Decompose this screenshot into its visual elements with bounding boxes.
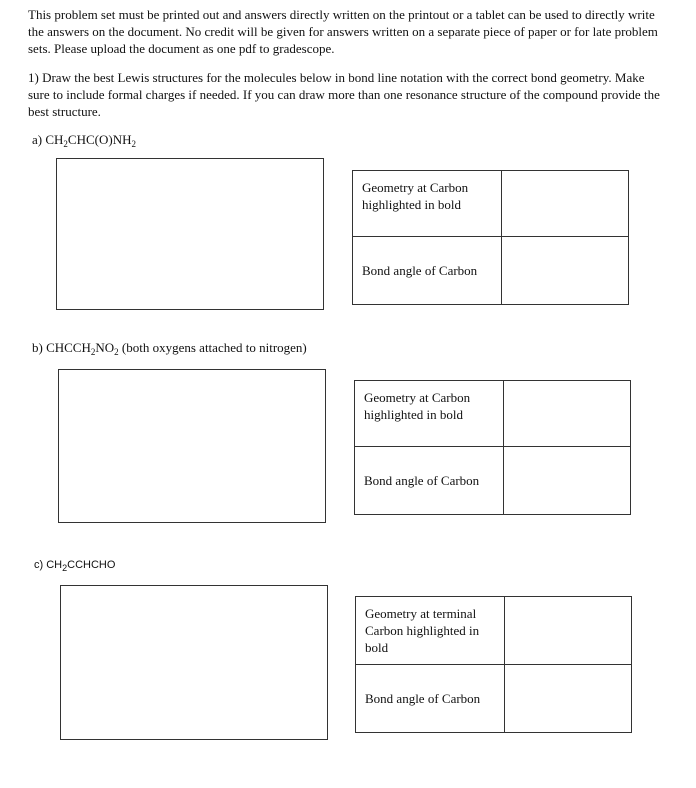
part-c-answer-table — [355, 596, 632, 733]
part-b-label — [32, 339, 307, 356]
part-a-label — [32, 131, 136, 148]
part-c-formula-start: c) CH — [34, 559, 63, 571]
part-a-subscript-2: 2 — [131, 139, 136, 149]
part-b-drawing-area[interactable] — [58, 369, 326, 523]
part-b-geometry-answer-cell[interactable] — [504, 381, 631, 447]
part-b-angle-label: Bond angle of Carbon — [355, 447, 504, 515]
part-a-geometry-label: Geometry at Carbon highlighted in bold — [353, 171, 502, 237]
part-b-geometry-label: Geometry at Carbon highlighted in bold — [355, 381, 504, 447]
part-b-formula-mid: NO — [95, 340, 115, 355]
part-a-answer-table — [352, 170, 629, 305]
part-a-drawing-area[interactable] — [56, 158, 324, 310]
part-c-angle-label: Bond angle of Carbon — [356, 665, 505, 733]
part-b-answer-table — [354, 380, 631, 515]
part-c-geometry-label: Geometry at terminal Carbon highlighted in bold — [356, 597, 505, 665]
part-a-subscript-1: 2 — [63, 139, 68, 149]
part-a-formula-start: a) CH — [32, 132, 64, 147]
part-c-drawing-area[interactable] — [60, 585, 328, 740]
question-1-prompt: 1) Draw the best Lewis structures for the molecules below in bond line notation with the correct bond geometry. Make sure to include formal charges if needed. If you can draw more than one resonance structure of the compound provide the best structure. — [28, 70, 660, 119]
part-a-formula-mid: CHC(O)NH — [67, 132, 132, 147]
part-c-formula-rest: CCHCHO — [67, 559, 116, 571]
part-c-label — [34, 557, 115, 574]
part-a-angle-label: Bond angle of Carbon — [353, 237, 502, 305]
instructions-paragraph: This problem set must be printed out and answers directly written on the printout or a tablet can be used to directly write the answers on the document. No credit will be given for answers written on a separate piece of paper or for late problem sets. Please upload the document as one pdf to gradescope. — [28, 7, 658, 56]
part-c-subscript-1: 2 — [62, 563, 68, 573]
part-a-geometry-answer-cell[interactable] — [502, 171, 629, 237]
part-b-subscript-2: 2 — [114, 347, 119, 357]
part-c-geometry-answer-cell[interactable] — [505, 597, 632, 665]
part-b-formula-start: b) CHCCH — [32, 340, 91, 355]
part-b-subscript-1: 2 — [90, 347, 96, 357]
part-b-angle-answer-cell[interactable] — [504, 447, 631, 515]
part-c-angle-answer-cell[interactable] — [505, 665, 632, 733]
part-a-angle-answer-cell[interactable] — [502, 237, 629, 305]
part-b-formula-note: (both oxygens attached to nitrogen) — [118, 340, 307, 355]
